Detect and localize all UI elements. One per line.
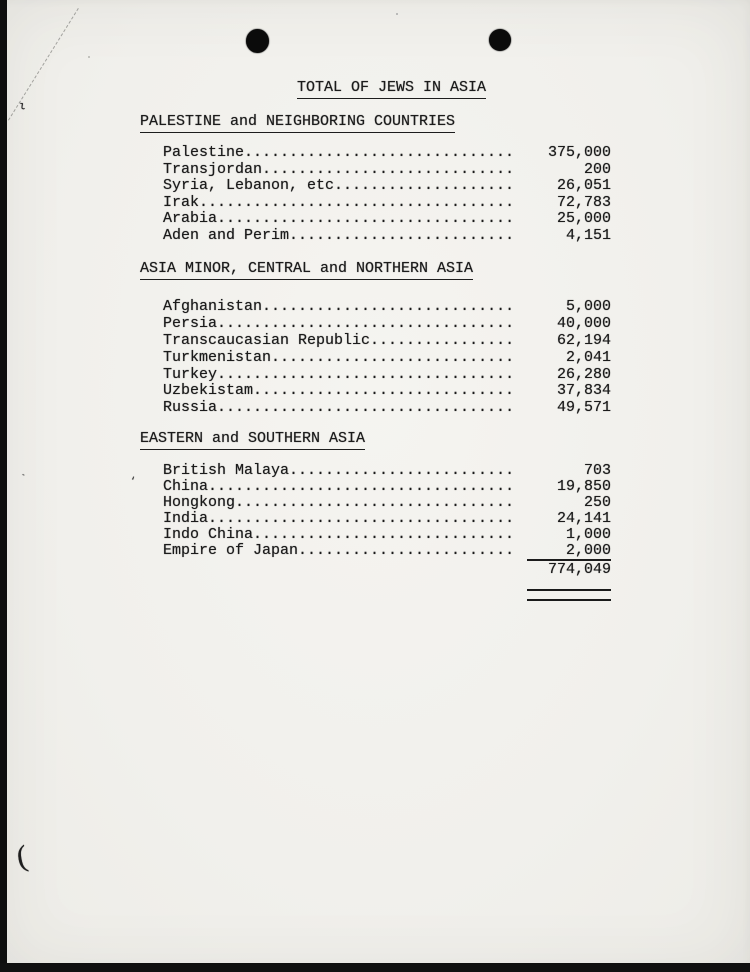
table-row [163,382,611,399]
row-label: Afghanistan [163,298,263,315]
table-row [163,366,611,383]
row-value: 4,151 [565,226,611,244]
row-label: Turkmenistan [163,348,272,366]
table-row [163,298,611,315]
section-header: ASIA MINOR, CENTRAL and NORTHERN ASIA [140,261,473,280]
row-label: Russia [163,399,218,417]
dot-leader: .................... [334,177,515,195]
row-label: Empire of Japan [163,542,299,560]
row-value: 49,571 [556,399,611,417]
table-row [163,177,611,194]
dot-leader: .................................. [208,510,515,528]
dot-leader: ............................... [235,494,515,512]
pencil-mark-small: ι [18,100,27,114]
section-header: EASTERN and SOUTHERN ASIA [140,431,365,450]
dot-leader: ......................... [289,226,515,244]
table-row [163,526,611,542]
table-row [163,332,611,349]
dust-speck [88,56,90,58]
table-row [163,399,611,416]
speck-mark: ‘ [130,477,137,488]
row-value: 40,000 [556,314,611,332]
row-value: 1,000 [565,526,611,544]
speck-mark: ` [20,473,30,486]
table-row [163,494,611,510]
table-row [163,315,611,332]
section [140,260,611,416]
row-value: 2,041 [565,348,611,366]
row-value: 26,051 [556,177,611,195]
section [140,430,611,559]
row-value: 375,000 [547,144,611,161]
row-label: Syria, Lebanon, etc [163,177,335,195]
row-value: 5,000 [565,298,611,315]
row-label: Indo China [163,526,254,544]
row-value: 62,194 [556,331,611,349]
row-value: 2,000 [527,542,611,561]
row-label: Irak [163,193,200,211]
section-rows [163,144,611,244]
row-label: Palestine [163,144,245,161]
dot-leader: ................................... [199,193,515,211]
dot-leader: ............................. [253,382,515,400]
row-label: Hongkong [163,494,236,512]
row-value: 25,000 [556,210,611,228]
table-row [163,194,611,211]
table-row [163,510,611,526]
row-label: Turkey [163,365,218,383]
row-label: India [163,510,209,528]
dot-leader: ................................. [217,365,515,383]
table-row [163,462,611,478]
document-title: TOTAL OF JEWS IN ASIA [297,80,486,99]
row-value: 37,834 [556,382,611,400]
row-value: 19,850 [556,478,611,496]
dot-leader: ................................. [217,399,515,417]
dust-speck [396,13,398,15]
dot-leader: ............................ [262,298,515,315]
dot-leader: ......................... [289,462,515,479]
dot-leader: ................................. [217,314,515,332]
scan-edge-bottom [0,963,750,972]
dot-leader: .............................. [244,144,515,161]
section-rows [163,298,611,416]
table-row [163,161,611,178]
row-value: 24,141 [556,510,611,528]
dot-leader: ............................ [262,160,515,178]
row-label: Transcaucasian Republic [163,331,371,349]
dot-leader: .................................. [208,478,515,496]
row-value: 200 [583,160,611,178]
row-value: 72,783 [556,193,611,211]
double-rule [527,589,611,601]
grand-total: 774,049 [547,561,611,578]
dot-leader: ........................... [271,348,515,366]
row-label: Transjordan [163,160,263,178]
punch-hole-right-icon [489,29,511,51]
table-row [163,478,611,494]
table-row [163,227,611,244]
row-label: China [163,478,209,496]
section [140,113,611,244]
row-value: 250 [583,494,611,512]
scan-edge-left [0,0,7,972]
punch-hole-left-icon [246,29,269,53]
table-row [163,542,611,558]
row-label: Persia [163,314,218,332]
row-label: Aden and Perim [163,226,290,244]
row-value: 26,280 [556,365,611,383]
section-header: PALESTINE and NEIGHBORING COUNTRIES [140,114,455,133]
section-rows [163,462,611,559]
row-label: Arabia [163,210,218,228]
table-row [163,210,611,227]
row-label: Uzbekistam [163,382,254,400]
dot-leader: ................ [370,331,515,349]
dot-leader: ........................ [298,542,515,560]
table-row [163,349,611,366]
row-value: 703 [583,462,611,479]
pencil-mark-paren: ( [14,839,30,874]
table-row [163,144,611,161]
dot-leader: ............................. [253,526,515,544]
row-label: British Malaya [163,462,290,479]
dot-leader: ................................. [217,210,515,228]
